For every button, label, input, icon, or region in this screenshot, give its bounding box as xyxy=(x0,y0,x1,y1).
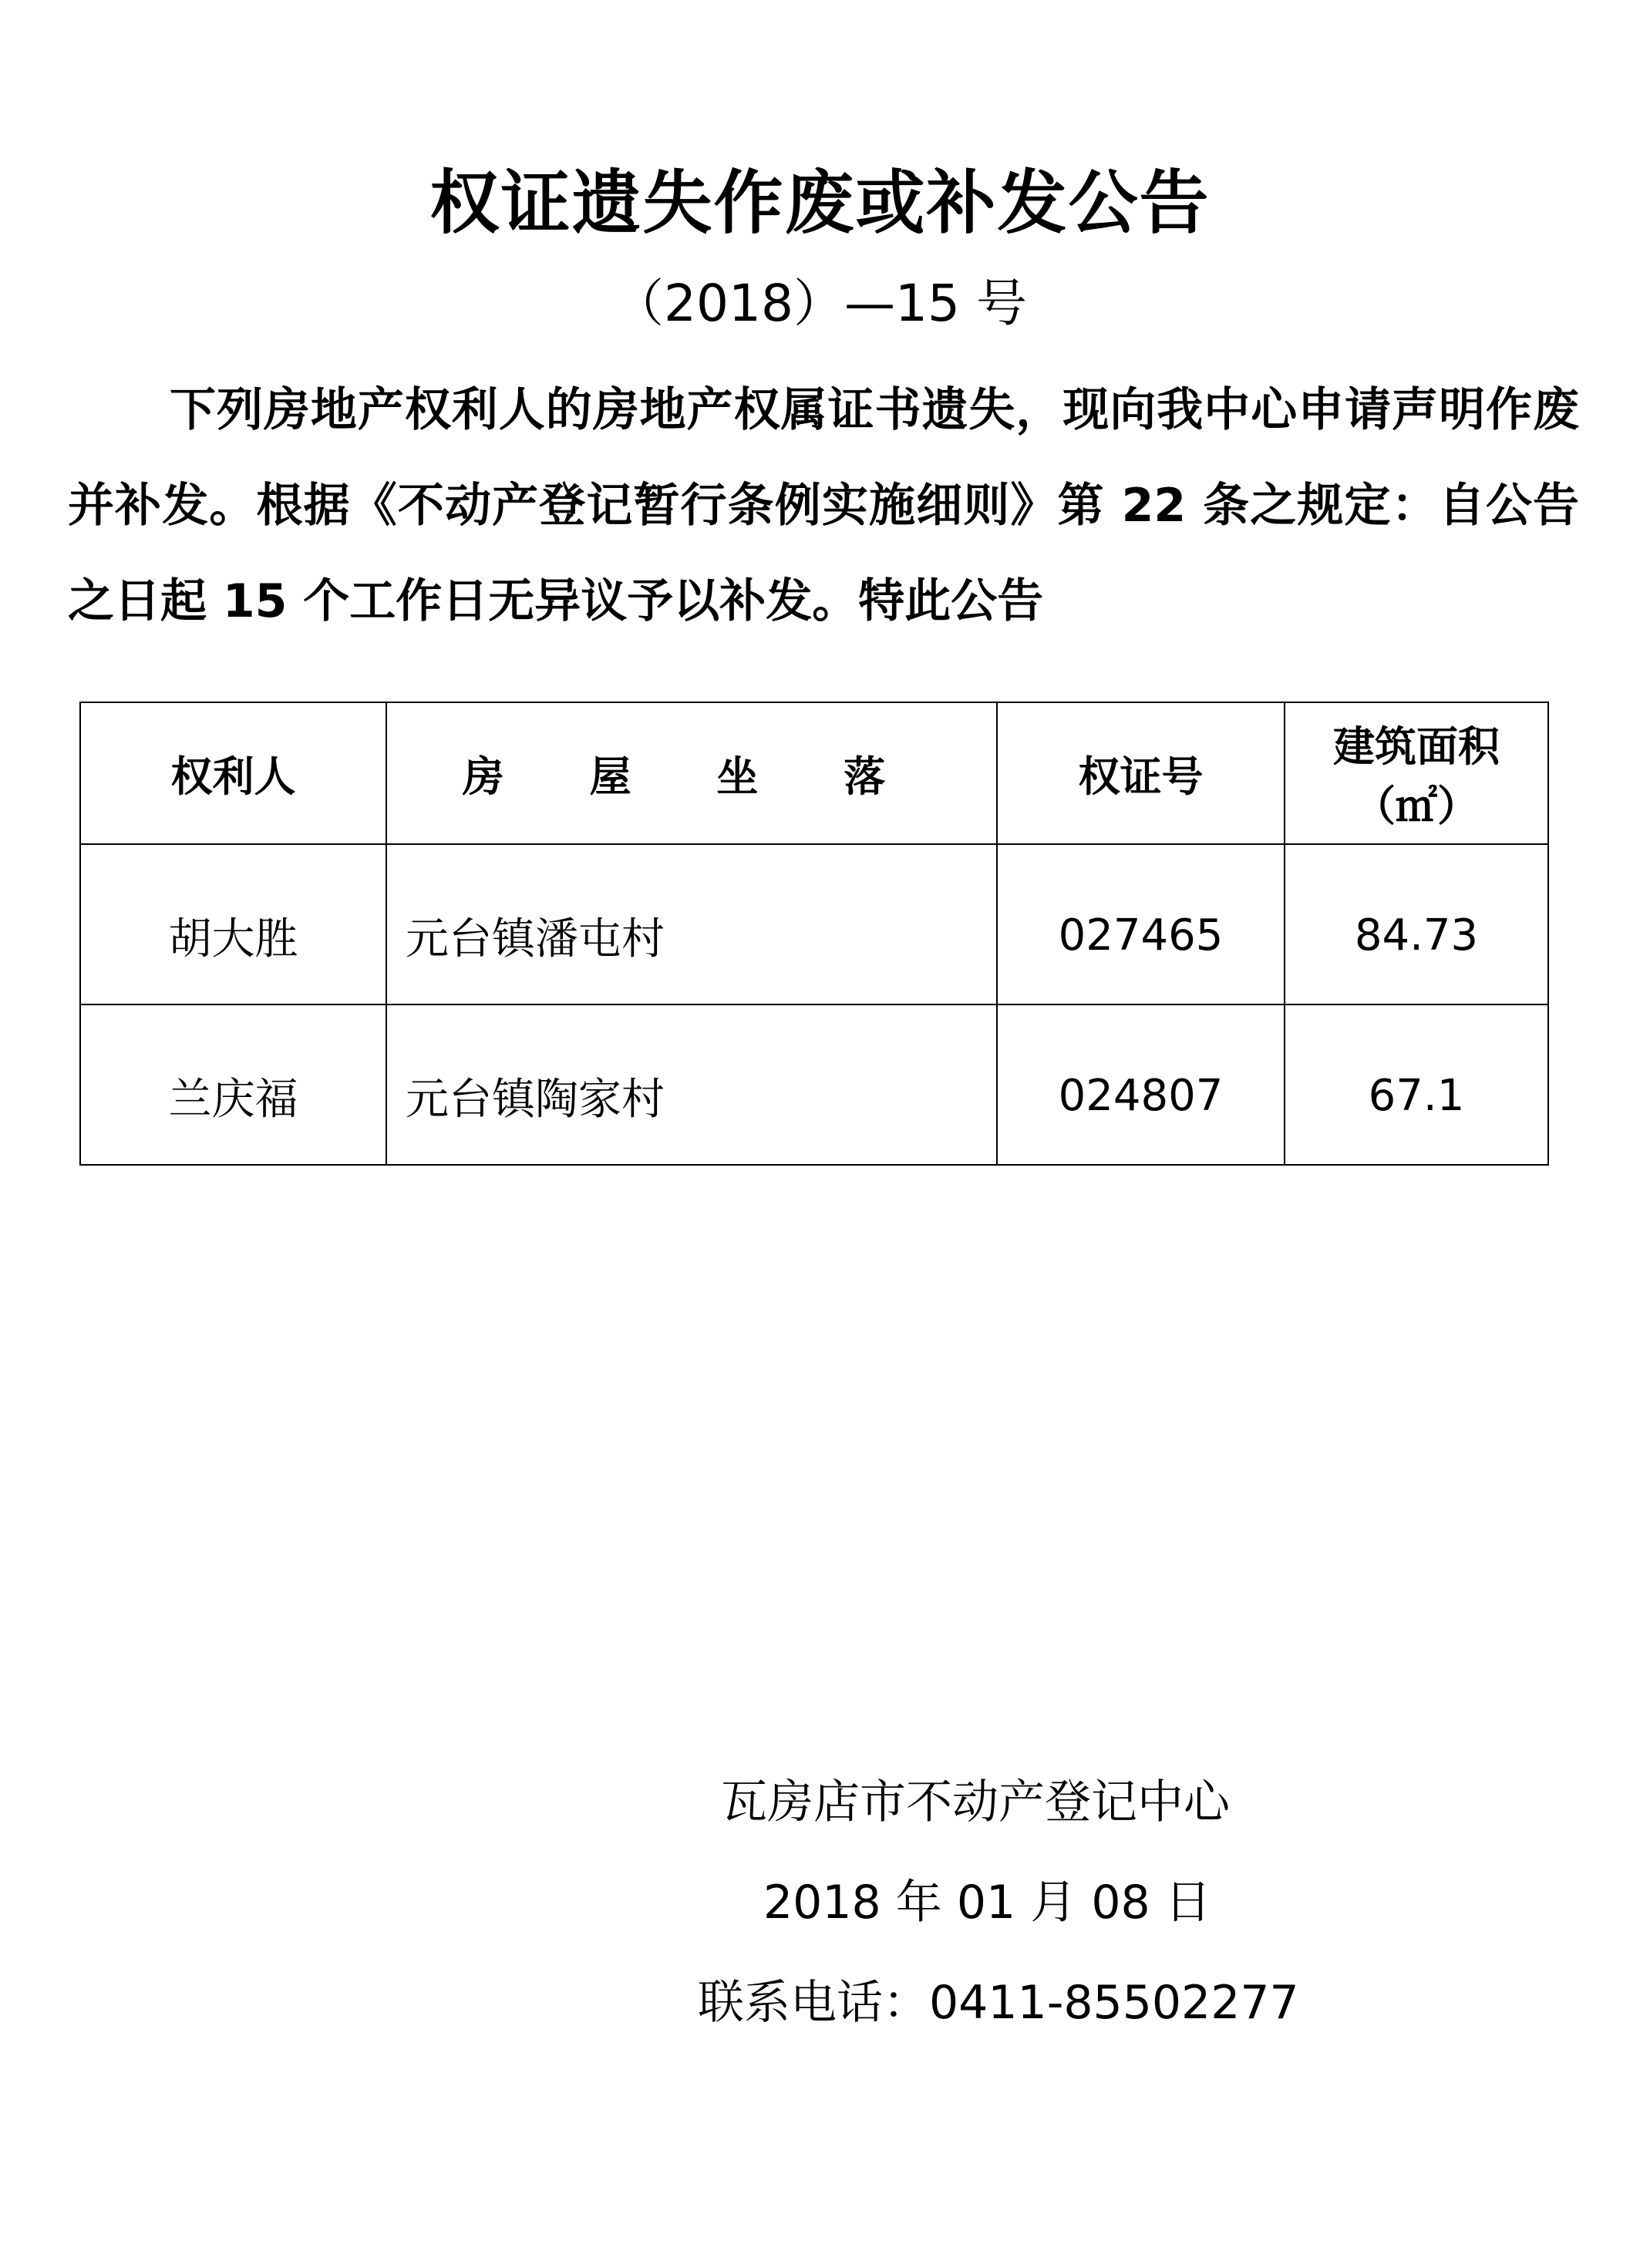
issue-date: 2018 年 01 月 08 日 xyxy=(763,1876,1211,1930)
table-row xyxy=(80,844,1548,1004)
notice-title: 权证遗失作废或补发公告 xyxy=(429,163,1211,244)
notice-body: 下列房地产权利人的房地产权属证书遗失，现向我中心申请声明作废并补发。根据《不动产登记暂行条例实施细则》第 22 条之规定：自公告之日起 15 个工作日无异议予以补发。特此公告 xyxy=(68,383,1579,628)
cell-cert-no: 027465 xyxy=(997,844,1285,1004)
header-owner: 权利人 xyxy=(80,702,386,844)
issuing-organization: 瓦房店市不动产登记中心 xyxy=(721,1775,1230,1829)
cell-area: 84.73 xyxy=(1285,844,1548,1004)
cell-owner: 兰庆福 xyxy=(80,1004,386,1165)
header-area: 建筑面积（㎡） xyxy=(1285,702,1548,844)
notice-number: （2018）—15 号 xyxy=(613,274,1027,333)
cell-location: 元台镇陶家村 xyxy=(386,1004,997,1165)
table-row xyxy=(80,1004,1548,1165)
certificate-table xyxy=(79,702,1549,1166)
cell-cert-no: 024807 xyxy=(997,1004,1285,1165)
header-location: 房 屋 坐 落 xyxy=(386,702,997,844)
header-cert-no: 权证号 xyxy=(997,702,1285,844)
cell-owner: 胡大胜 xyxy=(80,844,386,1004)
cell-location: 元台镇潘屯村 xyxy=(386,844,997,1004)
table-header-row xyxy=(80,702,1548,844)
contact-phone: 联系电话：0411-85502277 xyxy=(698,1976,1299,2030)
cell-area: 67.1 xyxy=(1285,1004,1548,1165)
